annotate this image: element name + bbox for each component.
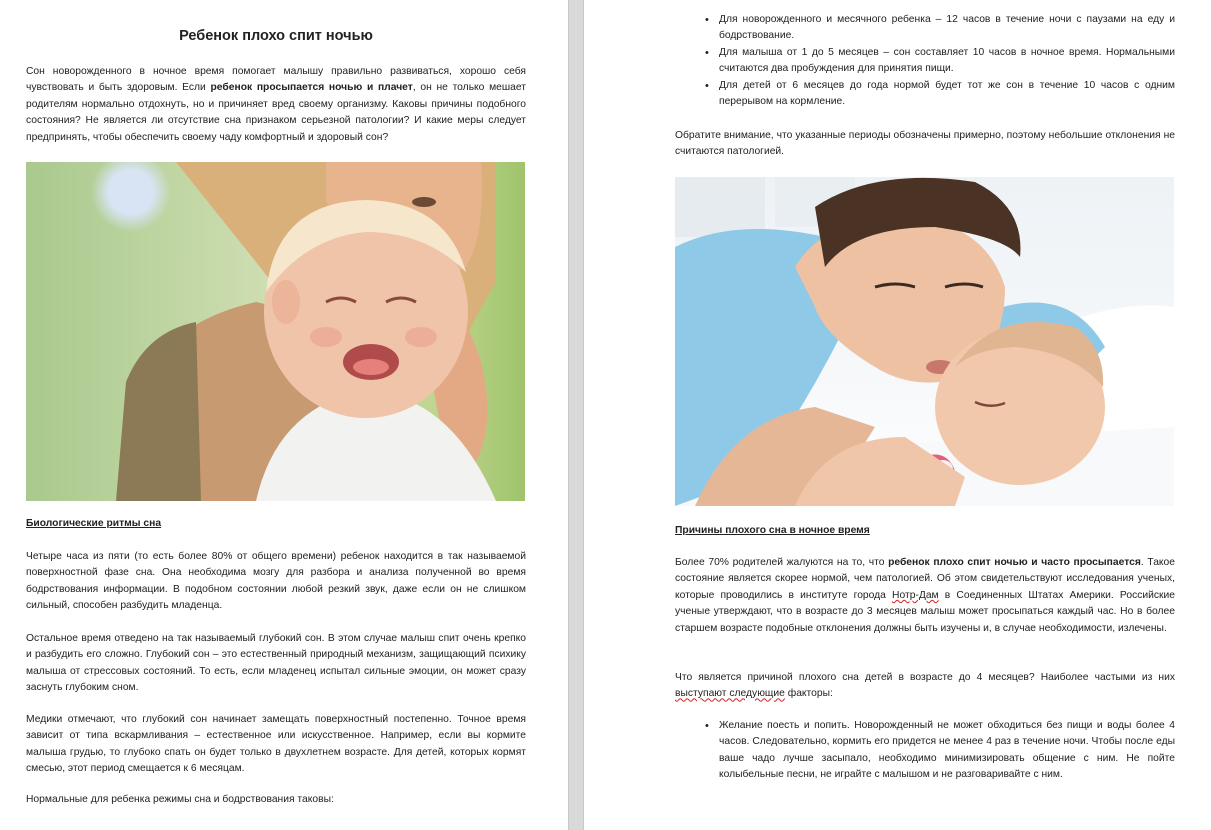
paragraph-text: Медики отмечают, что глубокий сон начинает замещать поверхностный постепенно. Точное время зависит от типа вскармливания – естественное или искусственное. Например, если вы кормите малыша грудью, то глубоко спать он будет только в двухлетнем возрасте. Для детей, которых кормят смесью, этот период смещается к 6 месяцам.	[26, 714, 526, 775]
paragraph-text-3: в Соединенных Штатах Америки. Российские ученые утверждают, что в возрасте до 3 месяцев малыш может просыпаться каждый час. Но в более старшем возрасте подобные отклонения должны быть изучены и, в случае необходимости, излечены.	[675, 589, 1175, 634]
page-gap	[568, 0, 584, 830]
list-item: • Для малыша от 1 до 5 месяцев – сон составляет 10 часов в ночное время. Нормальными считаются два пробуждения для принятия пищи.	[719, 45, 1175, 78]
paragraph-feeding	[26, 712, 526, 778]
paragraph-bold: ребенок плохо спит ночью и часто просыпается	[888, 557, 1141, 568]
photo-mother-kissing-baby	[675, 177, 1174, 506]
paragraph-text: Четыре часа из пяти (то есть более 80% от общего времени) ребенок находится в так называемой поверхностной фазе сна. Она необходима мозгу для разбора и анализа полученной во время бодрствования информации. В подобном состоянии любой резкий звук, даже если он не слишком сильный, способен разбудить младенца.	[26, 551, 526, 612]
paragraph-norms	[26, 792, 526, 808]
paragraph-text-1: Более 70% родителей жалуются на то, что	[675, 557, 889, 568]
paragraph-parents-complain	[675, 555, 1175, 637]
intro-bold: ребенок просыпается ночью и плачет	[210, 82, 413, 94]
intro-text-2: , он не только мешает родителям нормально отдохнуть, но и причиняет вред своему организму. Каковы причины подобного состояния? Не является ли отсутствие сна признаком серьезной патологии? И какие меры следует предпринять, чтобы обеспечить своему чаду комфортный и здоровый сон?	[26, 82, 526, 143]
paragraph-note	[675, 128, 1175, 161]
spellcheck-word[interactable]: Нотр-Дам	[892, 589, 939, 601]
list-item: • Желание поесть и попить. Новорожденный не может обходиться без пищи и воды более 4 часов. Следовательно, кормить его придется не менее 4 раз в течение ночи. Чтобы после еды ваше чадо лучше засыпало, необходимо минимизировать общение с ним. Не пойте колыбельные песни, не играйте с малышом и не разговаривайте с ним.	[719, 718, 1175, 784]
causes-list	[675, 718, 1175, 784]
intro-paragraph	[26, 64, 526, 146]
paragraph-deep-sleep	[26, 631, 526, 697]
subheading-biorhythms: Биологические ритмы сна	[26, 518, 162, 529]
paragraph-surface-sleep	[26, 549, 526, 615]
paragraph-text-1: Что является причиной плохого сна детей в возрасте до 4 месяцев? Наиболее частыми из них	[675, 672, 1175, 683]
photo-mother-kissing-baby-illustration	[675, 177, 1174, 506]
paragraph-text: Обратите внимание, что указанные периоды обозначены примерно, поэтому небольшие отклонения не считаются патологией.	[675, 130, 1175, 158]
paragraph-text: Остальное время отведено на так называемый глубокий сон. В этом случае малыш спит очень крепко и разбудить его сложно. Глубокий сон – это естественный природный механизм, защищающий психику малыша от стрессовых состояний. То есть, если младенец испытал сильные эмоции, он может сразу заснуть глубоким сном.	[26, 633, 526, 694]
paragraph-text-2: факторы:	[784, 688, 833, 700]
spellcheck-phrase[interactable]: выступают следующие	[675, 688, 785, 700]
document-title: Ребенок плохо спит ночью	[179, 28, 373, 44]
intro-text-1: Сон новорожденного в ночное время помогает малышу правильно развиваться, хорошо себя чувствовать и быть здоровым. Если	[26, 66, 526, 94]
paragraph-causes-question	[675, 670, 1175, 703]
list-item: • Для детей от 6 месяцев до года нормой будет тот же сон в течение 10 часов с одним перерывом на кормление.	[719, 78, 1175, 111]
photo-crying-baby	[26, 162, 525, 501]
paragraph-text: Нормальные для ребенка режимы сна и бодрствования таковы:	[26, 794, 334, 805]
subheading-causes: Причины плохого сна в ночное время	[675, 525, 870, 536]
paragraph-text-2: . Такое состояние является скорее нормой, чем патологией. Об этом свидетельствуют исследования ученых, которые проводились в институте города	[675, 557, 1175, 601]
photo-crying-baby-illustration	[26, 162, 525, 501]
list-item: • Для новорожденного и месячного ребенка – 12 часов в течение ночи с паузами на еду и бодрствование.	[719, 12, 1175, 45]
sleep-norms-list	[675, 12, 1175, 110]
